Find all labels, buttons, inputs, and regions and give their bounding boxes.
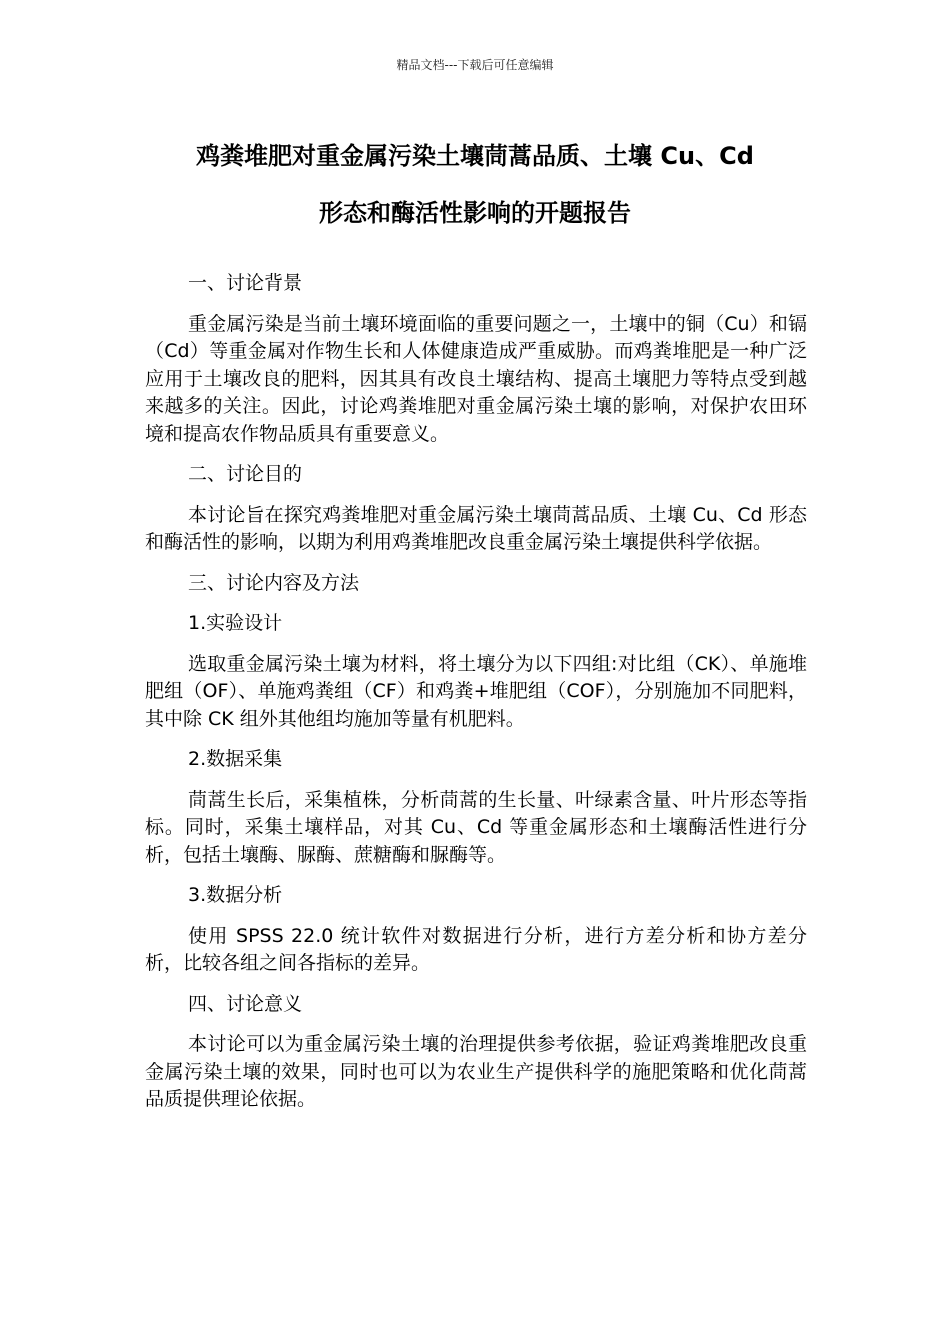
- header-note: 精品文档---下载后可任意编辑: [396, 58, 554, 72]
- subsection-heading: 2.数据采集: [188, 748, 283, 770]
- body-paragraph: 本讨论可以为重金属污染土壤的治理提供参考依据，验证鸡粪堆肥改良重金属污染土壤的效果，同时也可以为农业生产提供科学的施肥策略和优化茼蒿品质提供理论依据。: [145, 1033, 807, 1110]
- body-paragraph: 本讨论旨在探究鸡粪堆肥对重金属污染土壤茼蒿品质、土壤 Cu、Cd 形态和酶活性的影响，以期为利用鸡粪堆肥改良重金属污染土壤提供科学依据。: [145, 503, 807, 553]
- body-paragraph: 重金属污染是当前土壤环境面临的重要问题之一，土壤中的铜（Cu）和镉（Cd）等重金属对作物生长和人体健康造成严重威胁。而鸡粪堆肥是一种广泛应用于土壤改良的肥料，因其具有改良土壤结构、提高土壤肥力等特点受到越来越多的关注。因此，讨论鸡粪堆肥对重金属污染土壤的影响，对保护农田环境和提高农作物品质具有重要意义。: [145, 312, 807, 445]
- body-paragraph: 选取重金属污染土壤为材料，将土壤分为以下四组:对比组（CK）、单施堆肥组（OF）、单施鸡粪组（CF）和鸡粪+堆肥组（COF），分别施加不同肥料，其中除 CK 组外其他组均施加等量有机肥料。: [145, 652, 807, 730]
- section-heading: 二、讨论目的: [188, 463, 303, 485]
- body-paragraph: 使用 SPSS 22.0 统计软件对数据进行分析，进行方差分析和协方差分析，比较各组之间各指标的差异。: [145, 924, 807, 974]
- document-title-line-1: 鸡粪堆肥对重金属污染土壤茼蒿品质、土壤 Cu、Cd: [196, 142, 754, 170]
- section-heading: 三、讨论内容及方法: [188, 571, 360, 594]
- document-body: [145, 270, 807, 1127]
- section-heading: 一、讨论背景: [188, 272, 303, 294]
- document-title-line-2: 形态和酶活性影响的开题报告: [319, 199, 631, 227]
- body-paragraph: 茼蒿生长后，采集植株，分析茼蒿的生长量、叶绿素含量、叶片形态等指标。同时，采集土壤样品，对其 Cu、Cd 等重金属形态和土壤酶活性进行分析，包括土壤酶、脲酶、蔗糖酶和脲酶等。: [145, 788, 807, 866]
- subsection-heading: 1.实验设计: [188, 612, 283, 634]
- section-heading: 四、讨论意义: [188, 992, 303, 1015]
- subsection-heading: 3.数据分析: [188, 884, 283, 906]
